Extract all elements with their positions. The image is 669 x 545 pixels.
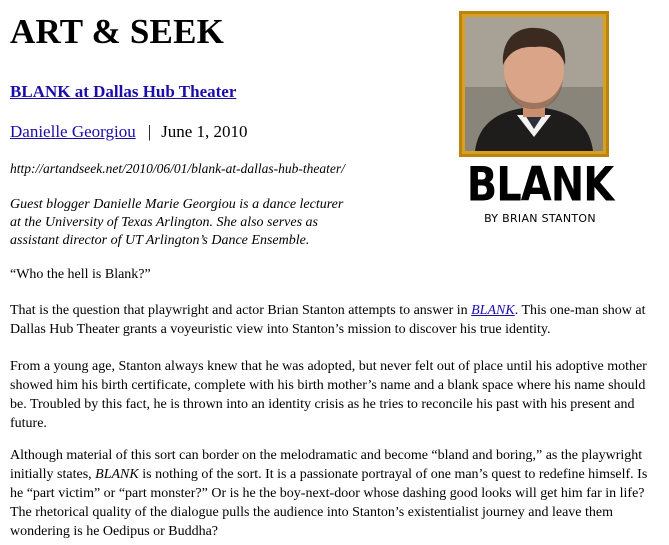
paragraph-line: Dallas Hub Theater grants a voyeuristic view into Stanton’s mission to discover his true identity. bbox=[10, 322, 551, 337]
p3-text-before: initially states, bbox=[10, 467, 96, 482]
paragraph-2 bbox=[10, 357, 662, 433]
guest-blogger-intro bbox=[10, 196, 370, 250]
intro-line: at the University of Texas Arlington. She also serves as bbox=[10, 215, 318, 230]
publish-date: June 1, 2010 bbox=[161, 122, 248, 141]
paragraph-line: be. Troubled by this fact, he is thrown into an identity crisis as he tries to reconcile his past with his present and bbox=[10, 397, 635, 412]
blank-show-link[interactable]: BLANK bbox=[471, 303, 515, 318]
paragraph-3 bbox=[10, 446, 662, 541]
paragraph-line: wondering is he Oedipus or Buddha? bbox=[10, 524, 219, 539]
paragraph-line bbox=[10, 465, 662, 484]
author-link[interactable]: Danielle Georgiou bbox=[10, 122, 136, 141]
poster-subtitle: BY BRIAN STANTON bbox=[484, 212, 596, 225]
show-poster-image bbox=[459, 11, 609, 157]
intro-line: Guest blogger Danielle Marie Georgiou is a dance lecturer bbox=[10, 197, 344, 212]
paragraph-line: The rhetorical quality of the dialogue pulls the audience into Stanton’s existentialist journey and leave them bbox=[10, 505, 613, 520]
p1-text-before: That is the question that playwright and actor Brian Stanton attempts to answer in bbox=[10, 303, 472, 318]
opening-quote: “Who the hell is Blank?” bbox=[10, 267, 151, 282]
paragraph-1 bbox=[10, 301, 662, 339]
p3-text-after: is nothing of the sort. It is a passionate portrayal of one man’s quest to redefine himself. Is bbox=[138, 467, 648, 482]
site-title: ART & SEEK bbox=[10, 12, 225, 51]
byline bbox=[10, 122, 248, 142]
paragraph-line: future. bbox=[10, 416, 47, 431]
p1-text-after: . This one-man show at bbox=[514, 303, 646, 318]
blank-title-emphasis: BLANK bbox=[95, 467, 139, 482]
paragraph-line bbox=[10, 301, 662, 320]
paragraph-line: showed him his birth certificate, complete with his birth mother’s name and a blank space where his name should bbox=[10, 378, 646, 393]
article-title-link[interactable]: BLANK at Dallas Hub Theater bbox=[10, 82, 237, 101]
article-url: http://artandseek.net/2010/06/01/blank-at-dallas-hub-theater/ bbox=[10, 161, 345, 176]
byline-separator: | bbox=[147, 122, 152, 141]
paragraph-line: Although material of this sort can border on the melodramatic and become “bland and boring,” as the playwright bbox=[10, 448, 643, 463]
paragraph-line: he “part victim” or “part monster?” Or is he the boy-next-door whose dashing good looks will get him far in life? bbox=[10, 486, 645, 501]
poster-title: BLANK bbox=[466, 158, 614, 213]
paragraph-line: From a young age, Stanton always knew that he was adopted, but never felt out of place until his adoptive mother bbox=[10, 359, 647, 374]
faceless-portrait bbox=[465, 17, 603, 151]
intro-line: assistant director of UT Arlington’s Dance Ensemble. bbox=[10, 233, 310, 248]
